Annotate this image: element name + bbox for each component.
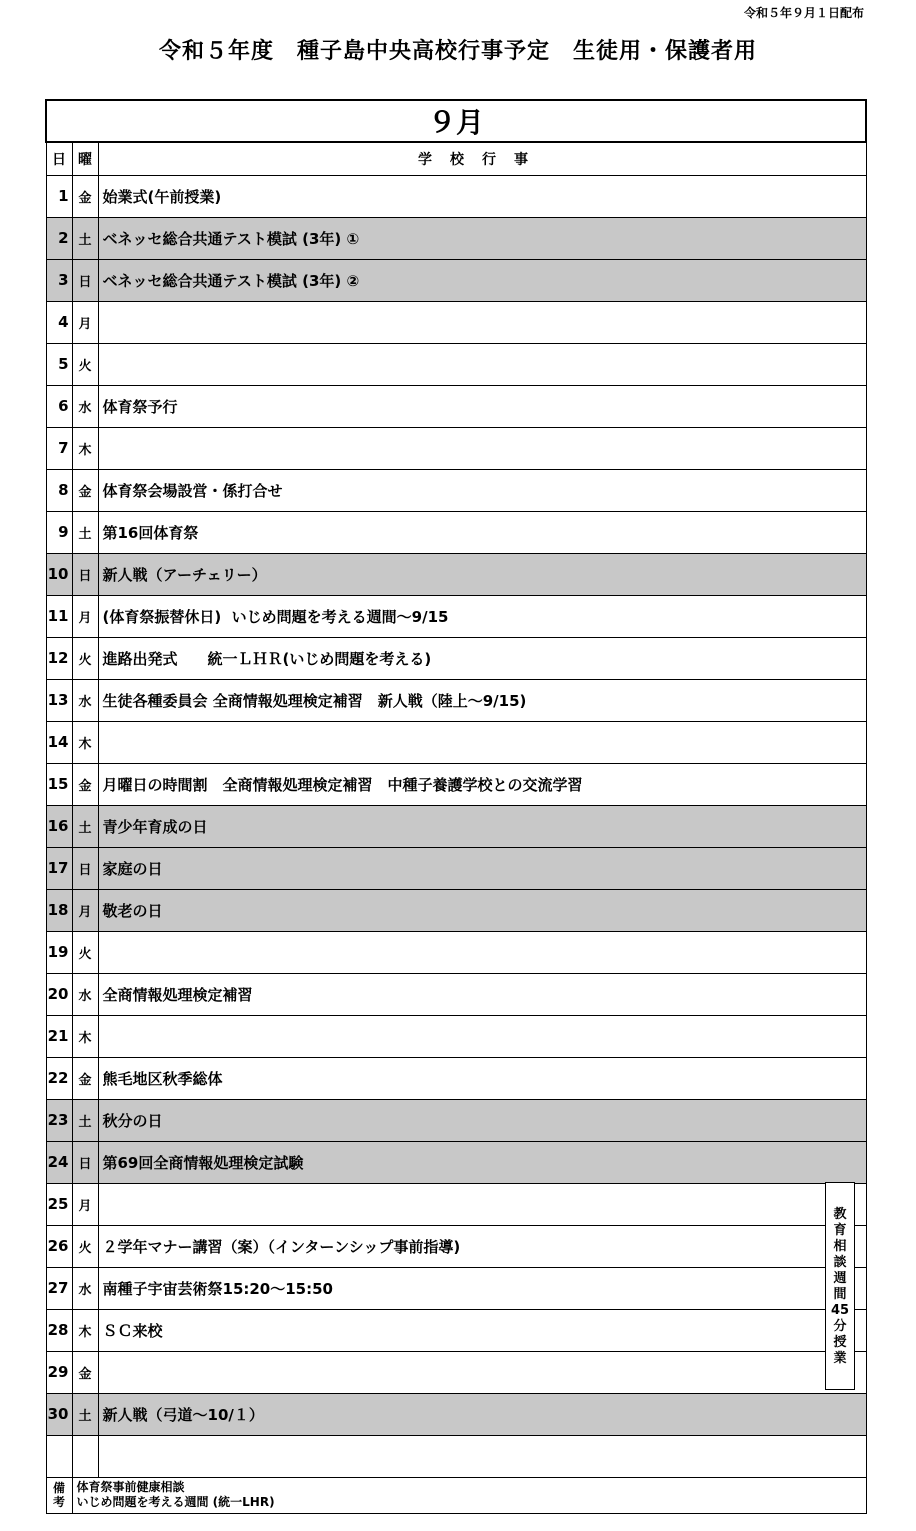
event-text: 全商情報処理検定補習 <box>98 973 866 1015</box>
distribution-date: 令和５年９月１日配布 <box>743 6 864 20</box>
event-text: 南種子宇宙芸術祭15:20～15:50 <box>98 1267 866 1309</box>
header-weekday: 曜 <box>72 142 98 175</box>
weekday: 月 <box>72 595 98 637</box>
weekday: 土 <box>72 1393 98 1435</box>
side-note-char: 業 <box>833 1351 847 1366</box>
day-row <box>46 1141 866 1183</box>
month-heading: ９月 <box>46 100 866 142</box>
day-row <box>46 301 866 343</box>
day-row <box>46 259 866 301</box>
day-number: 1 <box>46 175 72 217</box>
weekday: 土 <box>72 1099 98 1141</box>
notes-content <box>72 1477 866 1513</box>
day-number: 27 <box>46 1267 72 1309</box>
weekday: 水 <box>72 973 98 1015</box>
weekday: 火 <box>72 637 98 679</box>
weekday: 火 <box>72 931 98 973</box>
day-row <box>46 721 866 763</box>
weekday: 木 <box>72 1015 98 1057</box>
column-header-row <box>46 142 866 175</box>
day-row <box>46 931 866 973</box>
side-note-char: 45 <box>830 1303 850 1318</box>
event-text <box>98 301 866 343</box>
event-text: 熊毛地区秋季総体 <box>98 1057 866 1099</box>
day-row <box>46 511 866 553</box>
header-day: 日 <box>46 142 72 175</box>
day-row <box>46 847 866 889</box>
event-text: 秋分の日 <box>98 1099 866 1141</box>
day-number: 18 <box>46 889 72 931</box>
event-text: 第69回全商情報処理検定試験 <box>98 1141 866 1183</box>
weekday: 金 <box>72 1057 98 1099</box>
side-note-char: 育 <box>833 1223 847 1238</box>
day-row <box>46 973 866 1015</box>
side-note-char: 談 <box>833 1255 847 1270</box>
day-number: 21 <box>46 1015 72 1057</box>
weekday: 土 <box>72 805 98 847</box>
event-text: 始業式(午前授業) <box>98 175 866 217</box>
event-text: ２学年マナー講習（案）（インターンシップ事前指導) <box>98 1225 866 1267</box>
weekday: 金 <box>72 469 98 511</box>
event-text: 第16回体育祭 <box>98 511 866 553</box>
event-text: 体育祭会場設営・係打合せ <box>98 469 866 511</box>
event-text: ＳＣ来校 <box>98 1309 866 1351</box>
day-number: 4 <box>46 301 72 343</box>
day-number: 13 <box>46 679 72 721</box>
weekday: 月 <box>72 1183 98 1225</box>
day-row <box>46 763 866 805</box>
weekday: 木 <box>72 1309 98 1351</box>
weekday: 土 <box>72 511 98 553</box>
event-text <box>98 1351 866 1393</box>
event-text: (体育祭振替休日) いじめ問題を考える週間～9/15 <box>98 595 866 637</box>
event-text: ベネッセ総合共通テスト模試 (3年) ② <box>98 259 866 301</box>
day-row <box>46 427 866 469</box>
day-row <box>46 553 866 595</box>
weekday: 日 <box>72 847 98 889</box>
weekday: 水 <box>72 679 98 721</box>
day-row <box>46 1309 866 1351</box>
side-note-char: 教 <box>833 1207 847 1222</box>
notes-label <box>46 1477 72 1513</box>
day-number: 24 <box>46 1141 72 1183</box>
blank-cell <box>72 1435 98 1477</box>
weekday: 木 <box>72 721 98 763</box>
event-text: 家庭の日 <box>98 847 866 889</box>
day-row <box>46 175 866 217</box>
day-row <box>46 343 866 385</box>
counseling-week-note <box>825 1182 855 1390</box>
side-note-char: 週 <box>833 1271 847 1286</box>
weekday: 火 <box>72 1225 98 1267</box>
day-number: 29 <box>46 1351 72 1393</box>
notes-label-char: 備 <box>52 1480 65 1495</box>
day-row <box>46 1267 866 1309</box>
month-row <box>46 100 866 142</box>
event-text: 新人戦（弓道～10/１） <box>98 1393 866 1435</box>
day-row <box>46 1015 866 1057</box>
day-row <box>46 595 866 637</box>
event-text: 体育祭予行 <box>98 385 866 427</box>
day-row <box>46 805 866 847</box>
day-number: 12 <box>46 637 72 679</box>
day-number: 3 <box>46 259 72 301</box>
day-number: 11 <box>46 595 72 637</box>
event-text <box>98 427 866 469</box>
event-text <box>98 721 866 763</box>
day-row <box>46 1393 866 1435</box>
side-note-char: 分 <box>833 1319 847 1334</box>
notes-label-char: 考 <box>52 1494 65 1509</box>
day-number: 23 <box>46 1099 72 1141</box>
day-row <box>46 889 866 931</box>
event-text <box>98 931 866 973</box>
weekday: 金 <box>72 175 98 217</box>
blank-cell <box>46 1435 72 1477</box>
schedule-table <box>45 99 867 1514</box>
blank-row <box>46 1435 866 1477</box>
side-note-char: 間 <box>833 1287 847 1302</box>
day-row <box>46 679 866 721</box>
day-number: 7 <box>46 427 72 469</box>
schedule-sheet <box>45 99 867 1514</box>
notes-line: いじめ問題を考える週間 (統一LHR) <box>76 1494 275 1509</box>
weekday: 月 <box>72 889 98 931</box>
day-row <box>46 1057 866 1099</box>
event-text: 青少年育成の日 <box>98 805 866 847</box>
day-number: 30 <box>46 1393 72 1435</box>
day-number: 20 <box>46 973 72 1015</box>
day-number: 2 <box>46 217 72 259</box>
event-text <box>98 1015 866 1057</box>
day-number: 10 <box>46 553 72 595</box>
event-text: 生徒各種委員会 全商情報処理検定補習 新人戦（陸上～9/15) <box>98 679 866 721</box>
header-events: 学校行事 <box>98 142 866 175</box>
weekday: 月 <box>72 301 98 343</box>
document-title: 令和５年度 種子島中央高校行事予定 生徒用・保護者用 <box>158 39 757 64</box>
weekday: 火 <box>72 343 98 385</box>
weekday: 水 <box>72 385 98 427</box>
day-row <box>46 1225 866 1267</box>
day-number: 16 <box>46 805 72 847</box>
weekday: 日 <box>72 1141 98 1183</box>
day-number: 25 <box>46 1183 72 1225</box>
day-row <box>46 1099 866 1141</box>
day-number: 28 <box>46 1309 72 1351</box>
notes-row <box>46 1477 866 1513</box>
side-note-char: 授 <box>833 1335 847 1350</box>
day-number: 8 <box>46 469 72 511</box>
event-text: 進路出発式 統一ＬＨＲ(いじめ問題を考える) <box>98 637 866 679</box>
weekday: 金 <box>72 1351 98 1393</box>
event-text: ベネッセ総合共通テスト模試 (3年) ① <box>98 217 866 259</box>
weekday: 木 <box>72 427 98 469</box>
weekday: 日 <box>72 553 98 595</box>
day-row <box>46 385 866 427</box>
day-row <box>46 469 866 511</box>
weekday: 土 <box>72 217 98 259</box>
day-number: 22 <box>46 1057 72 1099</box>
day-number: 14 <box>46 721 72 763</box>
day-number: 5 <box>46 343 72 385</box>
event-text: 敬老の日 <box>98 889 866 931</box>
day-number: 17 <box>46 847 72 889</box>
day-number: 6 <box>46 385 72 427</box>
day-row <box>46 1183 866 1225</box>
event-text: 月曜日の時間割 全商情報処理検定補習 中種子養護学校との交流学習 <box>98 763 866 805</box>
day-row <box>46 1351 866 1393</box>
weekday: 日 <box>72 259 98 301</box>
notes-line: 体育祭事前健康相談 <box>76 1479 185 1494</box>
weekday: 水 <box>72 1267 98 1309</box>
day-number: 26 <box>46 1225 72 1267</box>
side-note-char: 相 <box>833 1239 847 1254</box>
event-text: 新人戦（アーチェリー） <box>98 553 866 595</box>
event-text <box>98 343 866 385</box>
weekday: 金 <box>72 763 98 805</box>
day-row <box>46 637 866 679</box>
day-row <box>46 217 866 259</box>
event-text <box>98 1183 866 1225</box>
blank-cell <box>98 1435 866 1477</box>
day-number: 9 <box>46 511 72 553</box>
day-number: 15 <box>46 763 72 805</box>
day-number: 19 <box>46 931 72 973</box>
